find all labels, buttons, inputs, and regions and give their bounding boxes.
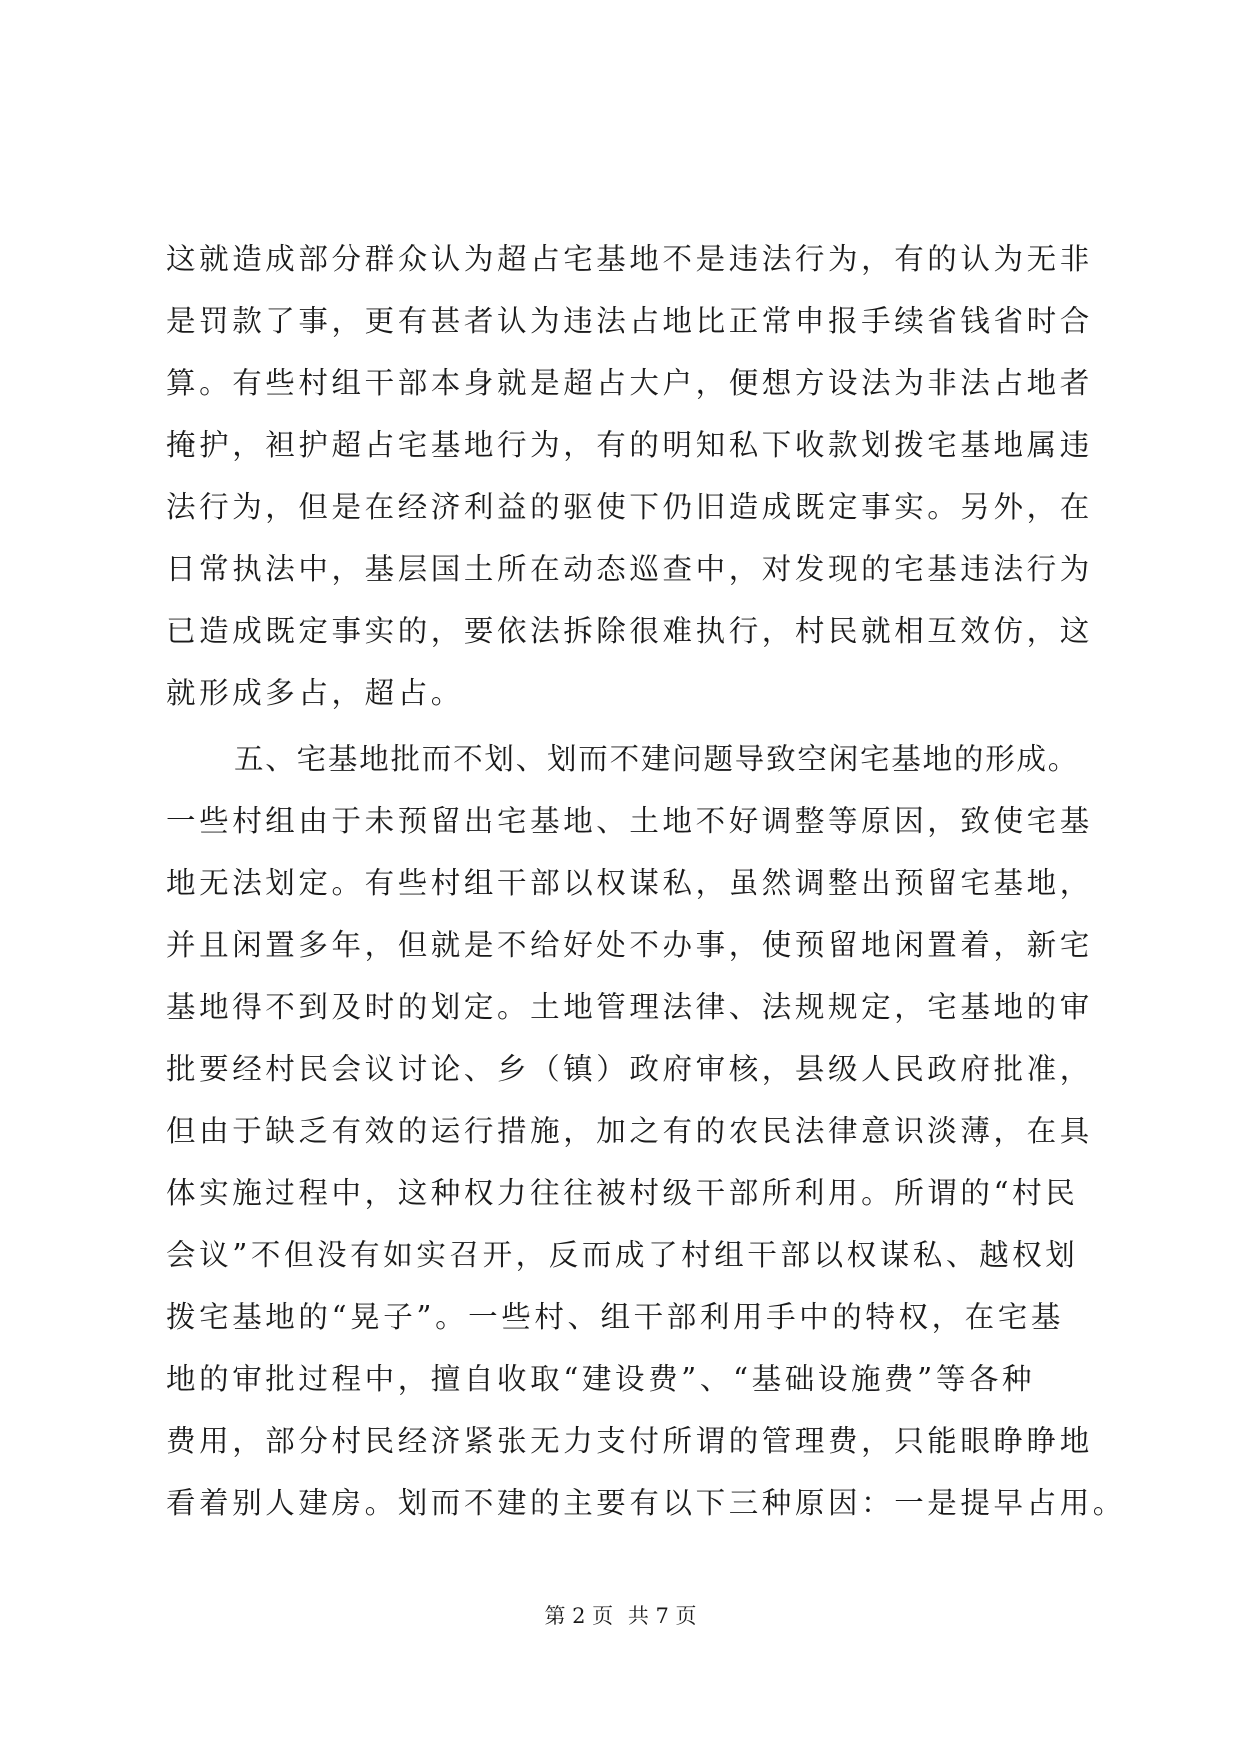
- body-text: [166, 228, 1126, 1534]
- page-footer: [0, 1600, 1241, 1630]
- text-line: 拨宅基地的“晃子”。一些村、组干部利用手中的特权，在宅基: [166, 1300, 1064, 1334]
- text-line: 地的审批过程中，擅自收取“建设费”、“基础设施费”等各种: [166, 1362, 1036, 1396]
- text-line: 并且闲置多年，但就是不给好处不办事，使预留地闲置着，新宅: [166, 928, 1093, 962]
- text-line: 批要经村民会议讨论、乡（镇）政府审核，县级人民政府批准，: [166, 1052, 1093, 1086]
- text-line: 地无法划定。有些村组干部以权谋私，虽然调整出预留宅基地，: [166, 866, 1093, 900]
- text-line: 已造成既定事实的，要依法拆除很难执行，村民就相互效仿，这: [166, 614, 1093, 648]
- text-line: 体实施过程中，这种权力往往被村级干部所利用。所谓的“村民: [166, 1176, 1079, 1210]
- text-line: 基地得不到及时的划定。土地管理法律、法规规定，宅基地的审: [166, 990, 1093, 1024]
- text-line: 就形成多占，超占。: [166, 676, 464, 710]
- text-line: 是罚款了事，更有甚者认为违法占地比正常申报手续省钱省时合: [166, 304, 1093, 338]
- section-heading-line: 五、宅基地批而不划、划而不建问题导致空闲宅基地的形成。: [234, 742, 1080, 776]
- text-line: 一些村组由于未预留出宅基地、土地不好调整等原因，致使宅基: [166, 804, 1093, 838]
- text-line: 费用，部分村民经济紧张无力支付所谓的管理费，只能眼睁睁地: [166, 1424, 1093, 1458]
- text-line: 掩护，袒护超占宅基地行为，有的明知私下收款划拨宅基地属违: [166, 428, 1093, 462]
- text-line: 算。有些村组干部本身就是超占大户，便想方设法为非法占地者: [166, 366, 1093, 400]
- text-line: 法行为，但是在经济利益的驱使下仍旧造成既定事实。另外，在: [166, 490, 1093, 524]
- page-total: 共 7 页: [627, 1604, 697, 1628]
- text-line: 日常执法中，基层国土所在动态巡查中，对发现的宅基违法行为: [166, 552, 1093, 586]
- page-number: 第 2 页: [544, 1604, 614, 1628]
- text-line: 这就造成部分群众认为超占宅基地不是违法行为，有的认为无非: [166, 242, 1093, 276]
- text-line: 看着别人建房。划而不建的主要有以下三种原因：一是提早占用。: [166, 1486, 1126, 1520]
- text-line: 但由于缺乏有效的运行措施，加之有的农民法律意识淡薄，在具: [166, 1114, 1093, 1148]
- text-line: 会议”不但没有如实召开，反而成了村组干部以权谋私、越权划: [166, 1238, 1079, 1272]
